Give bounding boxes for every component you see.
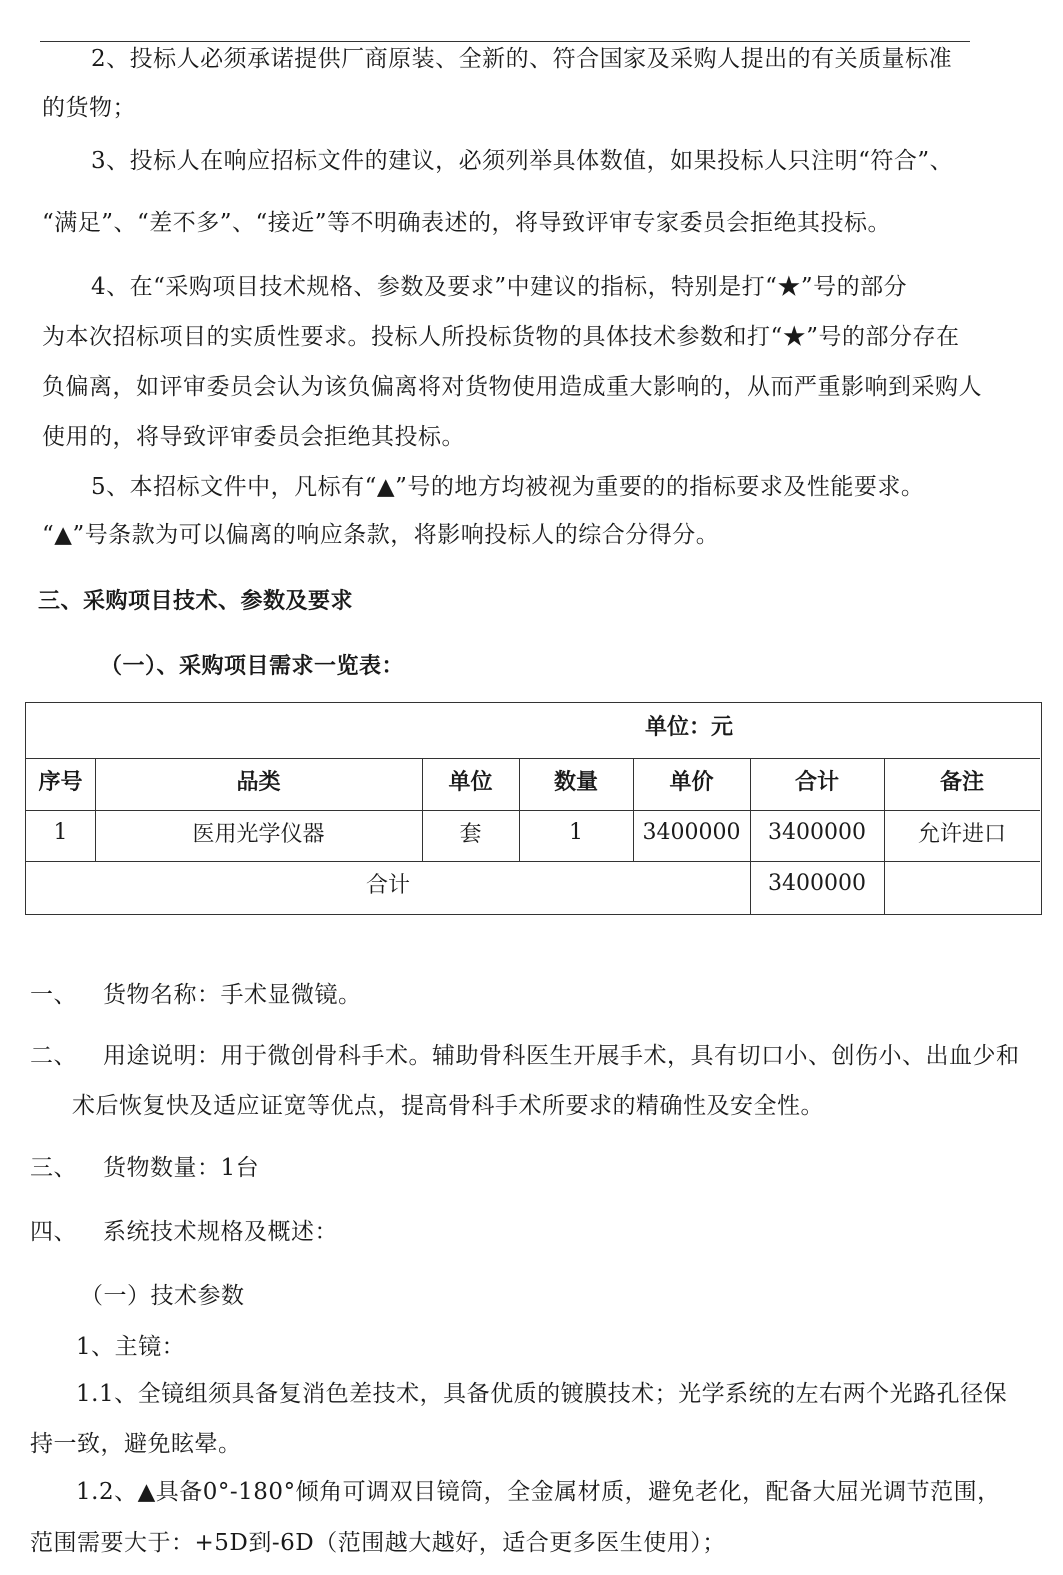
total-label: 合计 <box>365 872 410 898</box>
header-total: 合计 <box>794 769 839 795</box>
paragraph-4-line-1: 4、在“采购项目技术规格、参数及要求”中建议的指标，特别是打“★”号的部分 <box>91 274 908 300</box>
row-total: 3400000 <box>768 819 866 845</box>
sub-heading: （一）、采购项目需求一览表： <box>100 654 405 679</box>
paragraph-4-line-2: 为本次招标项目的实质性要求。投标人所投标货物的具体技术参数和打“★”号的部分存在 <box>42 324 960 350</box>
row-unit-price: 3400000 <box>642 819 741 845</box>
item-1-1-line-2: 持一致，避免眩晕。 <box>30 1431 242 1457</box>
header-unit: 单位 <box>448 769 493 795</box>
paragraph-2-line-2: 的货物； <box>42 95 136 121</box>
paragraph-5-line-2: “▲”号条款为可以偏离的响应条款，将影响投标人的综合分得分。 <box>42 522 720 548</box>
paragraph-5-line-1: 5、本招标文件中，凡标有“▲”号的地方均被视为重要的的指标要求及性能要求。 <box>91 474 925 500</box>
header-quantity: 数量 <box>553 769 598 795</box>
header-index: 序号 <box>38 769 83 795</box>
header-unit-price: 单价 <box>669 769 714 795</box>
item-2-text: 用途说明：用于微创骨科手术。辅助骨科医生开展手术，具有切口小、创伤小、出血少和 <box>103 1043 1020 1069</box>
row-remarks: 允许进口 <box>917 821 1006 847</box>
unit-label: 单位：元 <box>645 715 734 740</box>
row-category: 医用光学仪器 <box>192 821 325 847</box>
row-unit: 套 <box>459 821 482 847</box>
item-4-number: 四、 <box>30 1219 77 1245</box>
paragraph-3-line-2: “满足”、“差不多”、“接近”等不明确表述的，将导致评审专家委员会拒绝其投标。 <box>42 210 892 236</box>
item-4-text: 系统技术规格及概述： <box>103 1219 338 1245</box>
paragraph-4-line-4: 使用的，将导致评审委员会拒绝其投标。 <box>42 424 465 450</box>
requirements-table <box>25 702 1042 915</box>
paragraph-4-line-3: 负偏离，如评审委员会认为该负偏离将对货物使用造成重大影响的，从而严重影响到采购人 <box>42 374 982 400</box>
main-lens-heading: 1、主镜： <box>76 1334 186 1360</box>
section-heading: 三、采购项目技术、参数及要求 <box>38 589 354 614</box>
row-index: 1 <box>53 819 68 845</box>
item-2-continuation: 术后恢复快及适应证宽等优点，提高骨科手术所要求的精确性及安全性。 <box>72 1093 824 1119</box>
item-1-1-line-1: 1.1、全镜组须具备复消色差技术，具备优质的镀膜技术；光学系统的左右两个光路孔径保 <box>76 1381 1008 1407</box>
item-1-2-line-1: 1.2、▲具备0°-180°倾角可调双目镜筒，全金属材质，避免老化，配备大屈光调节范围， <box>76 1479 1001 1505</box>
header-remarks: 备注 <box>939 769 984 795</box>
paragraph-2-line-1: 2、投标人必须承诺提供厂商原装、全新的、符合国家及采购人提出的有关质量标准 <box>91 46 953 72</box>
tech-heading: （一）技术参数 <box>80 1283 245 1309</box>
item-3-text: 货物数量：1台 <box>103 1155 260 1181</box>
item-1-text: 货物名称：手术显微镜。 <box>103 982 362 1008</box>
total-value: 3400000 <box>768 870 866 896</box>
header-rule <box>40 41 970 42</box>
paragraph-3-line-1: 3、投标人在响应招标文件的建议，必须列举具体数值，如果投标人只注明“符合”、 <box>91 148 954 174</box>
item-3-number: 三、 <box>30 1155 77 1181</box>
item-1-number: 一、 <box>30 982 77 1008</box>
row-quantity: 1 <box>569 819 583 845</box>
item-1-2-line-2: 范围需要大于：+5D到-6D（范围越大越好，适合更多医生使用）； <box>30 1530 726 1556</box>
item-2-number: 二、 <box>30 1043 77 1069</box>
header-category: 品类 <box>236 769 281 795</box>
